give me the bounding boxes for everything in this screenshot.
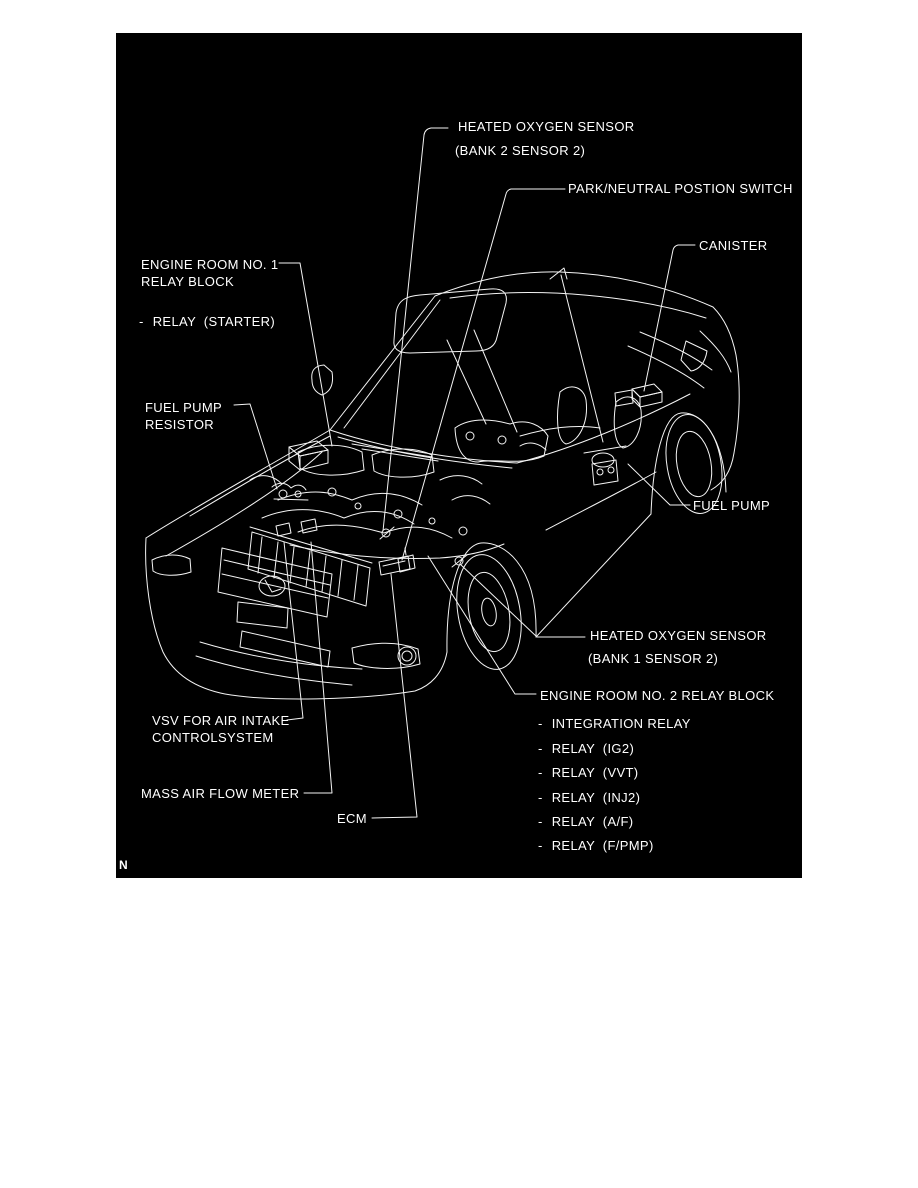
leader-engine-room-no2 [428, 556, 536, 694]
mass-air-flow-meter-marker [301, 519, 317, 533]
fuel-pump-marker [584, 446, 626, 485]
front-fascia [152, 527, 420, 685]
label-engine-room-no1-line2: RELAY BLOCK [141, 274, 234, 289]
label-vsv-line2: CONTROLSYSTEM [152, 730, 274, 745]
label-vsv-line1: VSV FOR AIR INTAKE [152, 713, 290, 728]
dash: - [538, 716, 543, 731]
label-mass-air-flow-meter: MASS AIR FLOW METER [141, 786, 300, 801]
leader-lines [234, 128, 695, 818]
label-relay-af: - RELAY (A/F) [538, 814, 634, 829]
label-hos-bank2-line1: HEATED OXYGEN SENSOR [458, 119, 635, 134]
engine-bay-detail [250, 445, 504, 558]
hos-bank2-marker [380, 527, 394, 539]
dash: - [538, 765, 543, 780]
label-integration-relay: - INTEGRATION RELAY [538, 716, 691, 731]
fuel-pump-resistor-marker [272, 483, 308, 500]
label-relay-vvt: - RELAY (VVT) [538, 765, 639, 780]
label-hos-bank2-line2: (BANK 2 SENSOR 2) [455, 143, 586, 158]
label-hos-bank1-line1: HEATED OXYGEN SENSOR [590, 628, 767, 643]
label-park-neutral-switch: PARK/NEUTRAL POSTION SWITCH [568, 181, 793, 196]
label-engine-room-no1-line1: ENGINE ROOM NO. 1 [141, 257, 279, 272]
leader-vsv [284, 542, 303, 720]
dash: - [538, 790, 543, 805]
dash: - [139, 314, 144, 329]
dash: - [538, 814, 543, 829]
grille-emblem [259, 576, 285, 596]
leader-park-neutral-switch [402, 189, 565, 560]
label-relay-starter: - RELAY (STARTER) [139, 314, 276, 329]
vsv-marker [276, 523, 291, 536]
label-hos-bank1-line2: (BANK 1 SENSOR 2) [588, 651, 719, 666]
label-ecm: ECM [337, 811, 367, 826]
label-relay-ig2: - RELAY (IG2) [538, 741, 635, 756]
label-canister: CANISTER [699, 238, 768, 253]
leader-engine-room-no1 [279, 263, 332, 446]
front-wheel [448, 549, 529, 674]
corner-marker-n: N [119, 858, 128, 872]
label-fuel-pump-resistor-line2: RESISTOR [145, 417, 215, 432]
dash: - [538, 741, 543, 756]
leader-canister [644, 245, 695, 391]
leader-hos-bank2 [383, 128, 448, 531]
dash: - [538, 838, 543, 853]
label-relay-inj2: - RELAY (INJ2) [538, 790, 641, 805]
roof-and-windows [312, 268, 731, 463]
park-neutral-switch-marker [398, 548, 415, 572]
leader-fuel-pump [628, 464, 690, 505]
label-relay-fpmp: - RELAY (F/PMP) [538, 838, 654, 853]
label-fuel-pump-resistor-line1: FUEL PUMP [145, 400, 223, 415]
leader-hos-bank1 [460, 564, 585, 637]
label-fuel-pump: FUEL PUMP [693, 498, 771, 513]
label-engine-room-no2: ENGINE ROOM NO. 2 RELAY BLOCK [540, 688, 775, 703]
interior-lines [447, 330, 641, 462]
